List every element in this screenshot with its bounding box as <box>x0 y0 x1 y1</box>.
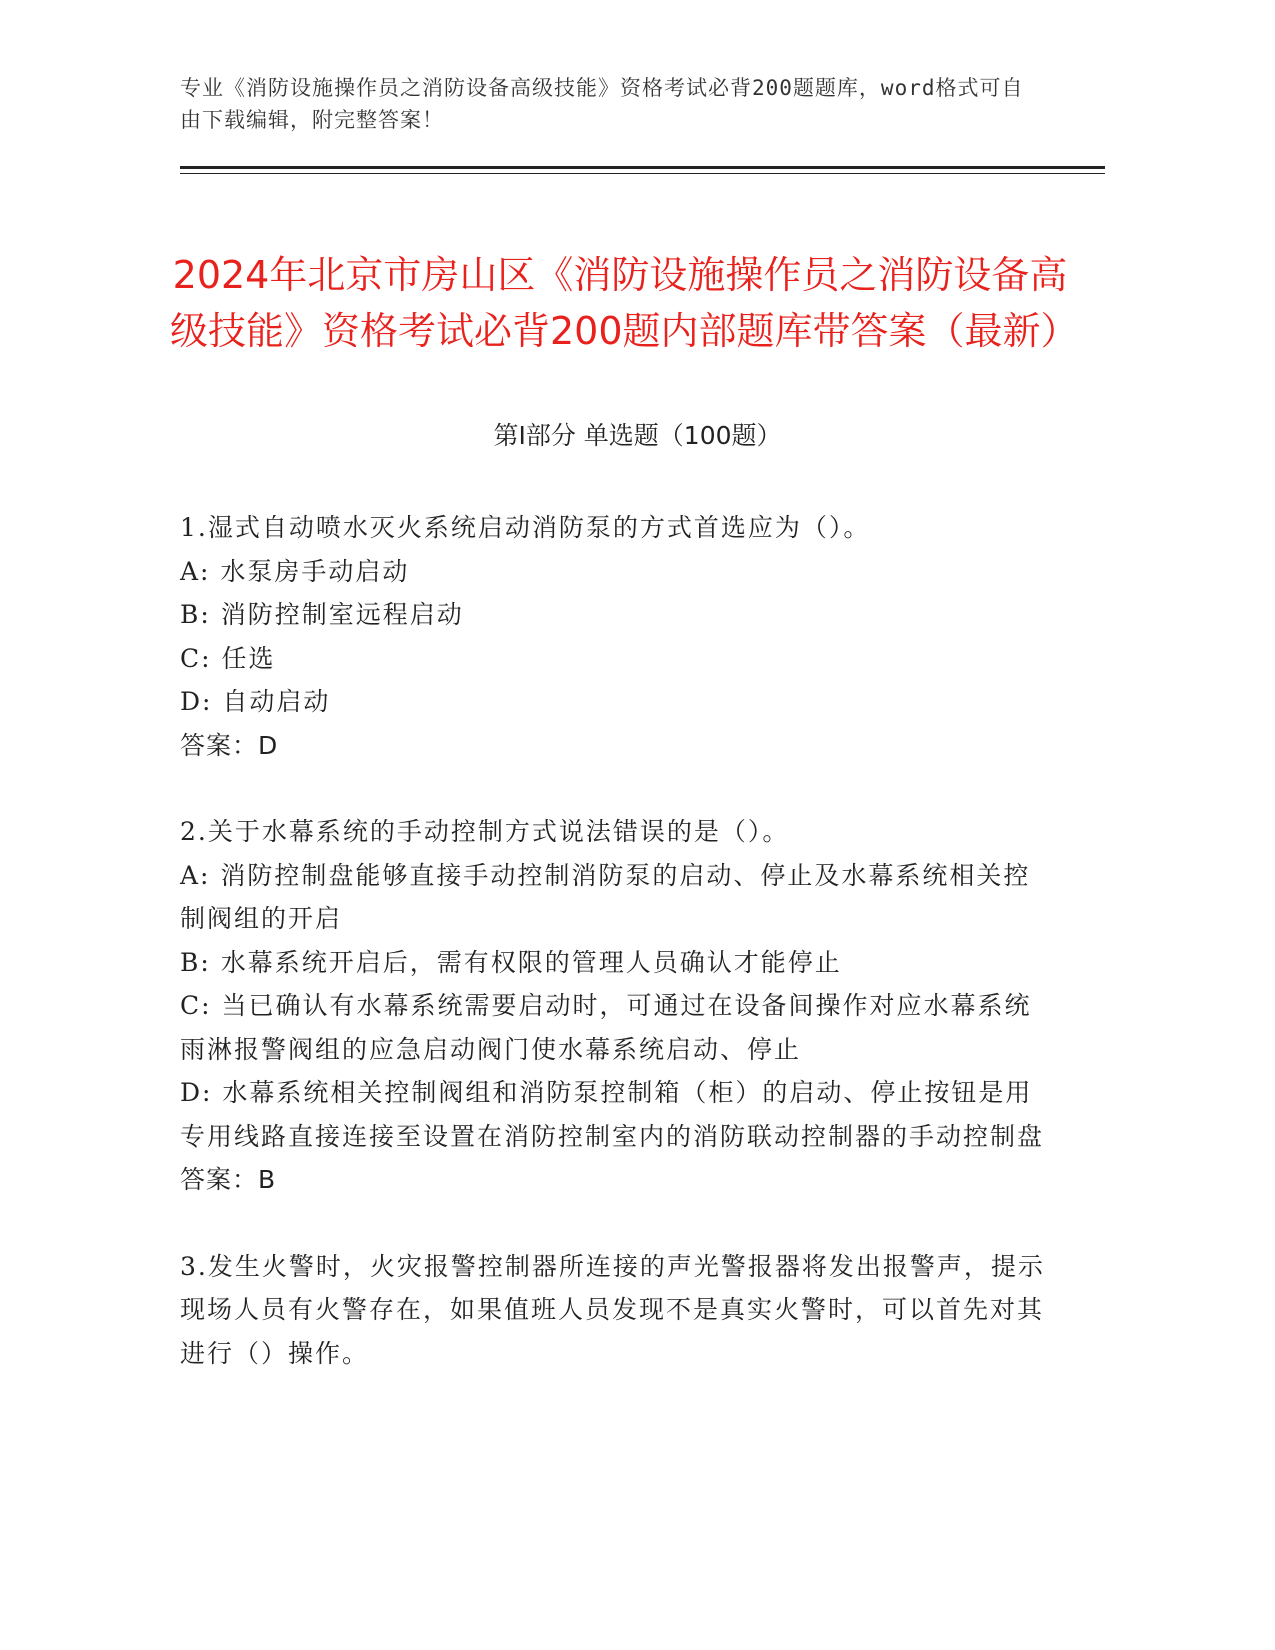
answer: 答案：B <box>180 1165 277 1194</box>
option-d: D: 自动启动 <box>180 687 331 716</box>
option-c: C: 当已确认有水幕系统需要启动时，可通过在设备间操作对应水幕系统雨淋报警阀组的应急启动阀门使水幕系统启动、停止 <box>180 991 1032 1064</box>
header-note: 专业《消防设施操作员之消防设备高级技能》资格考试必背200题题库，word格式可自由下载编辑，附完整答案！ <box>180 76 1024 132</box>
header-rule-thin <box>180 173 1105 174</box>
option-b: B: 消防控制室远程启动 <box>180 600 464 629</box>
question-item-1 <box>180 506 1050 767</box>
question-item-2 <box>180 810 1050 1202</box>
question-text: 2.关于水幕系统的手动控制方式说法错误的是（）。 <box>180 817 790 846</box>
question-item-3 <box>180 1245 1050 1376</box>
section-heading: 第I部分 单选题（100题） <box>493 421 782 450</box>
question-text: 3.发生火警时，火灾报警控制器所连接的声光警报器将发出报警声，提示现场人员有火警存在，如果值班人员发现不是真实火警时，可以首先对其进行（）操作。 <box>180 1251 1045 1368</box>
option-b: B: 水幕系统开启后，需有权限的管理人员确认才能停止 <box>180 947 842 977</box>
question-list <box>180 506 1050 1375</box>
question-text: 1.湿式自动喷水灭火系统启动消防泵的方式首选应为（）。 <box>180 513 871 542</box>
option-c: C: 任选 <box>180 643 276 673</box>
option-d: D: 水幕系统相关控制阀组和消防泵控制箱（柜）的启动、停止按钮是用专用线路直接连接至设置在消防控制室内的消防联动控制器的手动控制盘 <box>180 1078 1045 1151</box>
document-title: 2024年北京市房山区《消防设施操作员之消防设备高级技能》资格考试必背200题内部题库带答案（最新） <box>170 253 1079 354</box>
option-a: A: 消防控制盘能够直接手动控制消防泵的启动、停止及水幕系统相关控制阀组的开启 <box>180 860 1031 933</box>
option-a: A: 水泵房手动启动 <box>180 556 410 586</box>
header-rule-thick <box>180 166 1105 169</box>
answer: 答案：D <box>180 730 279 760</box>
